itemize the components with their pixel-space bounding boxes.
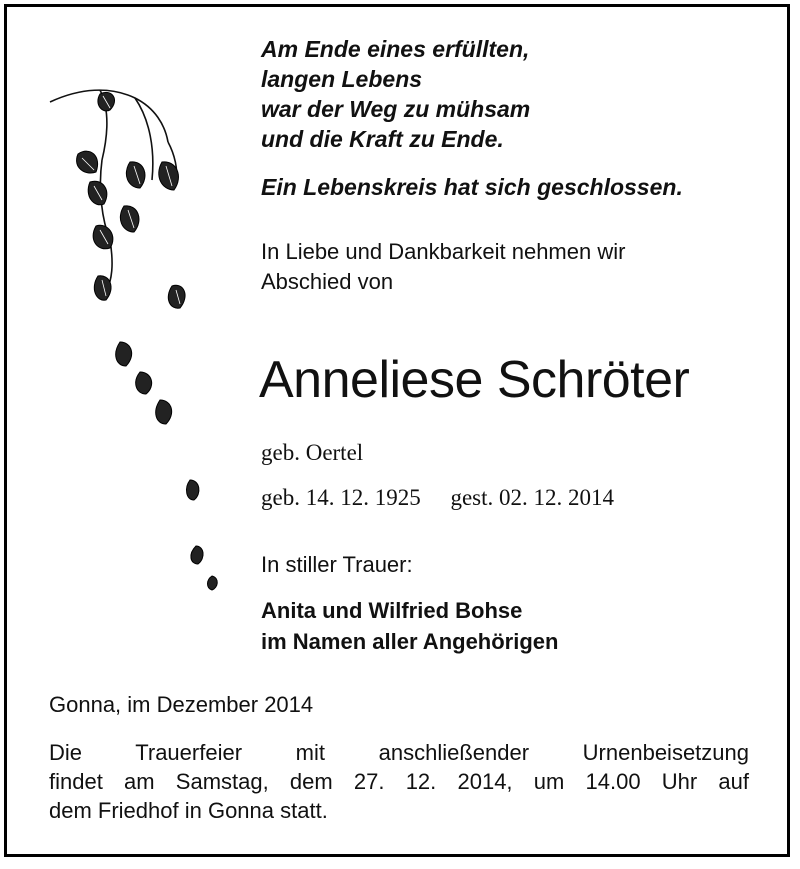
intro-line: In Liebe und Dankbarkeit nehmen wir	[261, 239, 626, 264]
mourners	[261, 595, 558, 657]
intro-text	[261, 237, 625, 297]
deceased-name: Anneliese Schröter	[259, 351, 690, 409]
maiden-name: geb. Oertel	[261, 440, 364, 465]
funeral-line: findet am Samstag, dem 27. 12. 2014, um 14.00 Uhr auf	[49, 769, 749, 794]
funeral-notice	[49, 738, 749, 825]
mourner-line: Anita und Wilfried Bohse	[261, 598, 523, 623]
life-dates	[261, 485, 614, 511]
funeral-line: Die Trauerfeier mit anschließender Urnenbeisetzung	[49, 740, 749, 765]
funeral-line: dem Friedhof in Gonna statt.	[49, 798, 328, 823]
intro-line: Abschied von	[261, 269, 394, 294]
verse-line: und die Kraft zu Ende.	[261, 126, 504, 152]
mourning-heading: In stiller Trauer:	[261, 552, 413, 577]
verse-line: war der Weg zu mühsam	[261, 96, 531, 122]
mourner-line: im Namen aller Angehörigen	[261, 629, 559, 654]
verse	[261, 34, 530, 154]
verse-line: Am Ende eines erfüllten,	[261, 36, 530, 62]
verse-line: langen Lebens	[261, 66, 423, 92]
verse-closing-line: Ein Lebenskreis hat sich geschlossen.	[261, 174, 683, 200]
place-and-date: Gonna, im Dezember 2014	[49, 692, 314, 717]
death-date: gest. 02. 12. 2014	[450, 485, 615, 510]
birch-branch-with-falling-leaves-icon	[40, 80, 220, 600]
birth-date: geb. 14. 12. 1925	[261, 485, 421, 510]
